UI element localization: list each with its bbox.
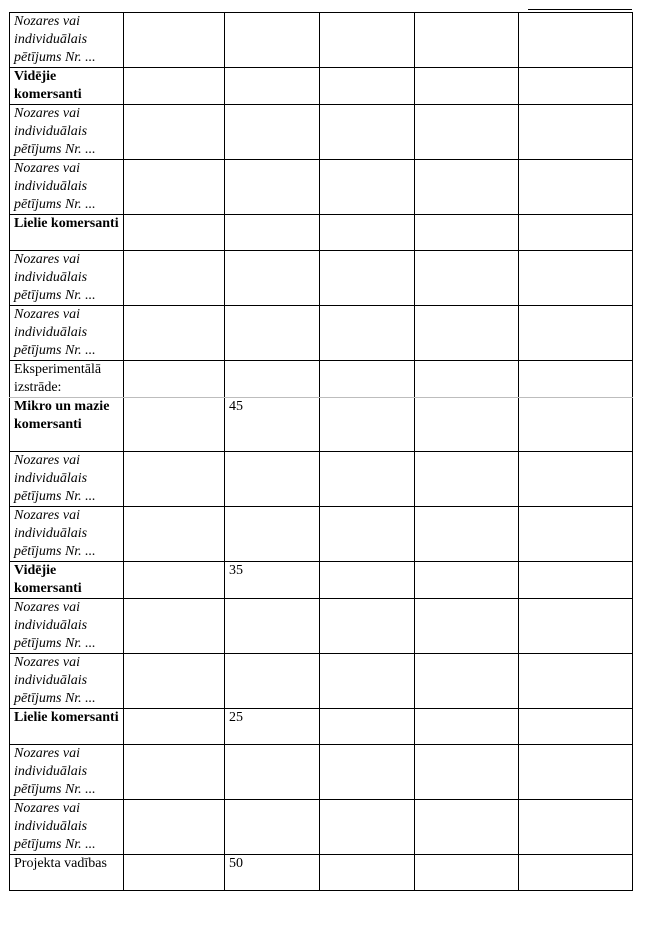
row-label: Nozares vai individuālais pētījums Nr. ... — [10, 160, 124, 215]
empty-cell — [124, 105, 225, 160]
table-row — [10, 800, 633, 855]
empty-cell — [415, 507, 519, 562]
value-cell — [225, 105, 320, 160]
empty-cell — [320, 251, 415, 306]
row-label: Lielie komersanti — [10, 709, 124, 745]
table-row — [10, 398, 633, 452]
empty-cell — [519, 599, 633, 654]
row-label: Lielie komersanti — [10, 215, 124, 251]
empty-cell — [124, 855, 225, 891]
table-row — [10, 709, 633, 745]
value-cell — [225, 215, 320, 251]
empty-cell — [519, 562, 633, 599]
row-label: Mikro un mazie komersanti — [10, 398, 124, 452]
empty-cell — [124, 452, 225, 507]
empty-cell — [124, 13, 225, 68]
empty-cell — [519, 855, 633, 891]
empty-cell — [320, 215, 415, 251]
row-label: Nozares vai individuālais pētījums Nr. ... — [10, 251, 124, 306]
empty-cell — [415, 105, 519, 160]
row-label: Nozares vai individuālais pētījums Nr. ... — [10, 507, 124, 562]
empty-cell — [320, 562, 415, 599]
table-row — [10, 361, 633, 398]
empty-cell — [415, 13, 519, 68]
empty-cell — [320, 507, 415, 562]
empty-cell — [320, 398, 415, 452]
empty-cell — [124, 507, 225, 562]
empty-cell — [519, 160, 633, 215]
empty-cell — [124, 800, 225, 855]
empty-cell — [320, 306, 415, 361]
table-row — [10, 745, 633, 800]
empty-cell — [124, 745, 225, 800]
empty-cell — [519, 215, 633, 251]
empty-cell — [519, 251, 633, 306]
empty-cell — [320, 745, 415, 800]
empty-cell — [519, 13, 633, 68]
empty-cell — [124, 398, 225, 452]
value-cell — [225, 654, 320, 709]
value-cell — [225, 745, 320, 800]
table-row — [10, 452, 633, 507]
empty-cell — [320, 105, 415, 160]
section-label: Eksperimentālā izstrāde: — [10, 361, 124, 398]
empty-cell — [124, 654, 225, 709]
value-cell: 25 — [225, 709, 320, 745]
empty-cell — [124, 562, 225, 599]
empty-cell — [415, 599, 519, 654]
empty-cell — [415, 745, 519, 800]
row-label: Nozares vai individuālais pētījums Nr. ... — [10, 800, 124, 855]
empty-cell — [519, 507, 633, 562]
table-row — [10, 160, 633, 215]
empty-cell — [415, 361, 519, 398]
empty-cell — [415, 709, 519, 745]
value-cell — [225, 599, 320, 654]
empty-cell — [320, 452, 415, 507]
table-row — [10, 562, 633, 599]
row-label: Nozares vai individuālais pētījums Nr. ... — [10, 13, 124, 68]
value-cell — [225, 160, 320, 215]
empty-cell — [124, 709, 225, 745]
empty-cell — [519, 398, 633, 452]
table-row — [10, 13, 633, 68]
value-cell: 50 — [225, 855, 320, 891]
value-cell — [225, 306, 320, 361]
empty-cell — [519, 306, 633, 361]
empty-cell — [415, 160, 519, 215]
row-label: Nozares vai individuālais pētījums Nr. ... — [10, 599, 124, 654]
empty-cell — [519, 654, 633, 709]
empty-cell — [415, 855, 519, 891]
value-cell — [225, 800, 320, 855]
table-row — [10, 507, 633, 562]
table-top-partial-border — [528, 9, 632, 10]
empty-cell — [415, 306, 519, 361]
table-row — [10, 855, 633, 891]
empty-cell — [124, 215, 225, 251]
empty-cell — [320, 13, 415, 68]
row-label: Nozares vai individuālais pētījums Nr. ... — [10, 745, 124, 800]
table-row — [10, 599, 633, 654]
row-label: Nozares vai individuālais pētījums Nr. ... — [10, 452, 124, 507]
empty-cell — [320, 800, 415, 855]
empty-cell — [415, 251, 519, 306]
table-row — [10, 306, 633, 361]
empty-cell — [415, 68, 519, 105]
empty-cell — [415, 562, 519, 599]
empty-cell — [519, 709, 633, 745]
value-cell — [225, 452, 320, 507]
value-cell — [225, 361, 320, 398]
empty-cell — [519, 452, 633, 507]
table-row — [10, 68, 633, 105]
empty-cell — [415, 215, 519, 251]
value-cell — [225, 507, 320, 562]
empty-cell — [519, 105, 633, 160]
table-row — [10, 215, 633, 251]
empty-cell — [320, 709, 415, 745]
empty-cell — [415, 452, 519, 507]
empty-cell — [124, 306, 225, 361]
aid-intensity-table — [9, 12, 633, 891]
value-cell: 45 — [225, 398, 320, 452]
empty-cell — [124, 599, 225, 654]
row-label: Nozares vai individuālais pētījums Nr. ... — [10, 105, 124, 160]
table-row — [10, 654, 633, 709]
table-row — [10, 105, 633, 160]
empty-cell — [415, 654, 519, 709]
row-label: Vidējie komersanti — [10, 562, 124, 599]
value-cell — [225, 68, 320, 105]
row-label: Nozares vai individuālais pētījums Nr. ... — [10, 306, 124, 361]
row-label: Nozares vai individuālais pētījums Nr. ... — [10, 654, 124, 709]
value-cell — [225, 251, 320, 306]
empty-cell — [320, 855, 415, 891]
empty-cell — [320, 361, 415, 398]
empty-cell — [320, 160, 415, 215]
row-label: Vidējie komersanti — [10, 68, 124, 105]
empty-cell — [519, 800, 633, 855]
empty-cell — [124, 361, 225, 398]
value-cell: 35 — [225, 562, 320, 599]
row-label: Projekta vadības — [10, 855, 124, 891]
empty-cell — [124, 251, 225, 306]
empty-cell — [415, 398, 519, 452]
empty-cell — [320, 599, 415, 654]
empty-cell — [124, 160, 225, 215]
empty-cell — [519, 745, 633, 800]
empty-cell — [519, 68, 633, 105]
empty-cell — [320, 68, 415, 105]
table-row — [10, 251, 633, 306]
empty-cell — [415, 800, 519, 855]
value-cell — [225, 13, 320, 68]
empty-cell — [124, 68, 225, 105]
empty-cell — [519, 361, 633, 398]
empty-cell — [320, 654, 415, 709]
